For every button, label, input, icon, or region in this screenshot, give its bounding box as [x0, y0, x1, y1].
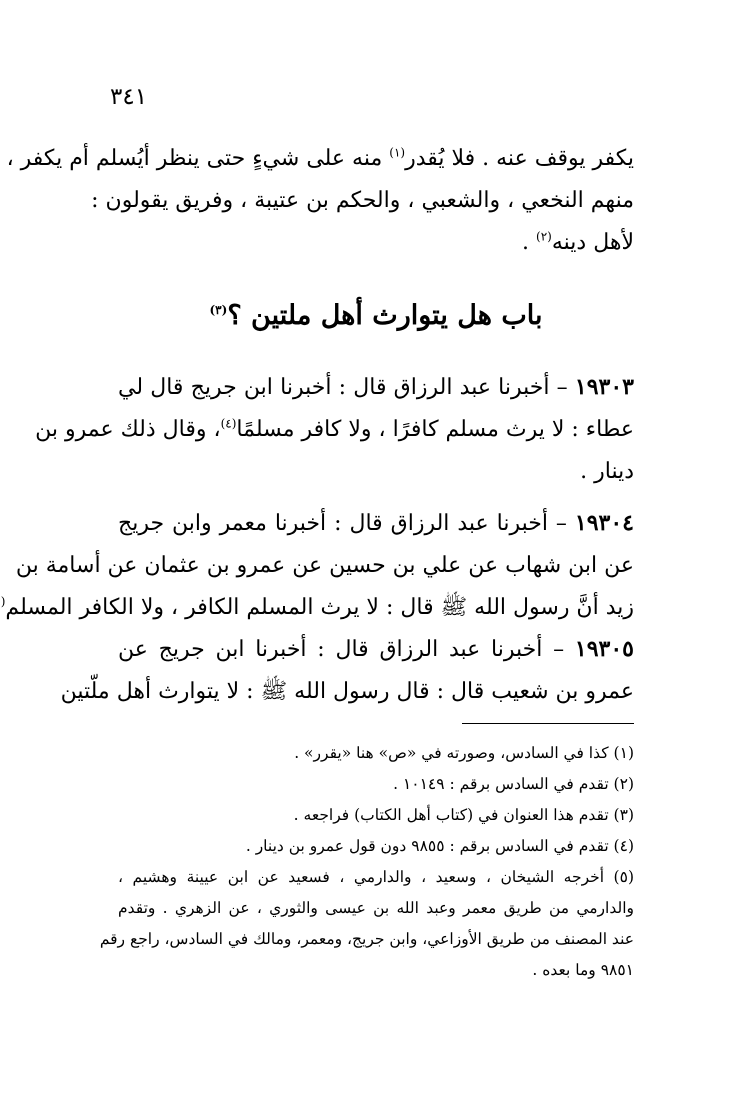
footnote-separator — [462, 723, 634, 724]
hadith-19304-line-3: زيد أنَّ رسول الله ﷺ قال : لا يرث المسلم الكافر ، ولا الكافر المسلم( — [118, 587, 634, 629]
hadith-19303-line-1: ١٩٣٠٣ – أخبرنا عبد الرزاق قال : أخبرنا ابن جريج قال لي — [118, 374, 634, 400]
intro-paragraph — [6, 138, 634, 264]
hadith-19303-line-3: دينار . — [580, 459, 634, 484]
hadith-19304-line-2: عن ابن شهاب عن علي بن حسين عن عمرو بن عثمان عن أسامة بن — [15, 553, 634, 578]
footnote-5-line-1: (٥) أخرجه الشيخان ، وسعيد ، والدارمي ، فسعيد عن ابن عيينة وهشيم ، — [118, 868, 634, 886]
page-number: ٣٤١ — [110, 84, 148, 110]
footnote-5-line-3: عند المصنف من طريق الأوزاعي، وابن جريج، ومعمر، ومالك في السادس، راجع رقم — [99, 930, 634, 948]
hadith-19304 — [0, 502, 634, 629]
intro-line-1: يكفر يوقف عنه . فلا يُقدر$^{(١)}$ منه على شيءٍ حتى ينظر أيُسلم أم يكفر ، — [6, 145, 634, 171]
footnote-2: (٢) تقدم في السادس برقم : ١٠١٤٩ . — [393, 775, 634, 793]
footnote-mark-3: (٣) — [209, 303, 228, 317]
footnote-1: (١) كذا في السادس، وصورته في «ص» هنا «يقرر» . — [294, 744, 634, 762]
footnote-3: (٣) تقدم هذا العنوان في (كتاب أهل الكتاب) فراجعه . — [293, 806, 634, 824]
hadith-19303-line-2: عطاء : لا يرث مسلم كافرًا ، ولا كافر مسلمًا$^{(٤)}$، وقال ذلك عمرو بن — [35, 416, 634, 442]
intro-line-2: منهم النخعي ، والشعبي ، والحكم بن عتيبة ، وفريق يقولون : — [91, 188, 634, 213]
footnotes — [99, 738, 634, 986]
footnote-5-line-2: والدارمي من طريق معمر وعبد الله بن عيسى والثوري ، عن الزهري . وتقدم — [118, 899, 634, 917]
hadith-number: ١٩٣٠٥ — [574, 636, 634, 662]
footnote-mark-4: (٤) — [220, 416, 237, 431]
hadith-19304-line-1: ١٩٣٠٤ – أخبرنا عبد الرزاق قال : أخبرنا معمر وابن جريج — [118, 510, 634, 536]
hadith-number: ١٩٣٠٤ — [574, 510, 634, 536]
hadith-19305 — [60, 628, 634, 713]
footnote-mark-5: ( — [0, 594, 6, 609]
hadith-19305-line-2: عمرو بن شعيب قال : قال رسول الله ﷺ : لا يتوارث أهل ملّتين — [60, 679, 634, 704]
footnote-4: (٤) تقدم في السادس برقم : ٩٨٥٥ دون قول عمرو بن دينار . — [245, 837, 634, 855]
chapter-title: باب هل يتوارث أهل ملتين ؟$^{(٣)}$ — [209, 300, 543, 331]
footnote-mark-1: (١) — [389, 145, 406, 160]
hadith-19303 — [35, 366, 634, 493]
hadith-19305-line-1: ١٩٣٠٥ – أخبرنا عبد الرزاق قال : أخبرنا ابن جريج عن — [118, 636, 634, 662]
hadith-number: ١٩٣٠٣ — [574, 374, 634, 400]
intro-line-3: لأهل دينه$^{(٢)}$ . — [522, 229, 634, 255]
footnote-5-line-4: ٩٨٥١ وما بعده . — [532, 961, 634, 979]
footnote-mark-2: (٢) — [536, 229, 552, 244]
